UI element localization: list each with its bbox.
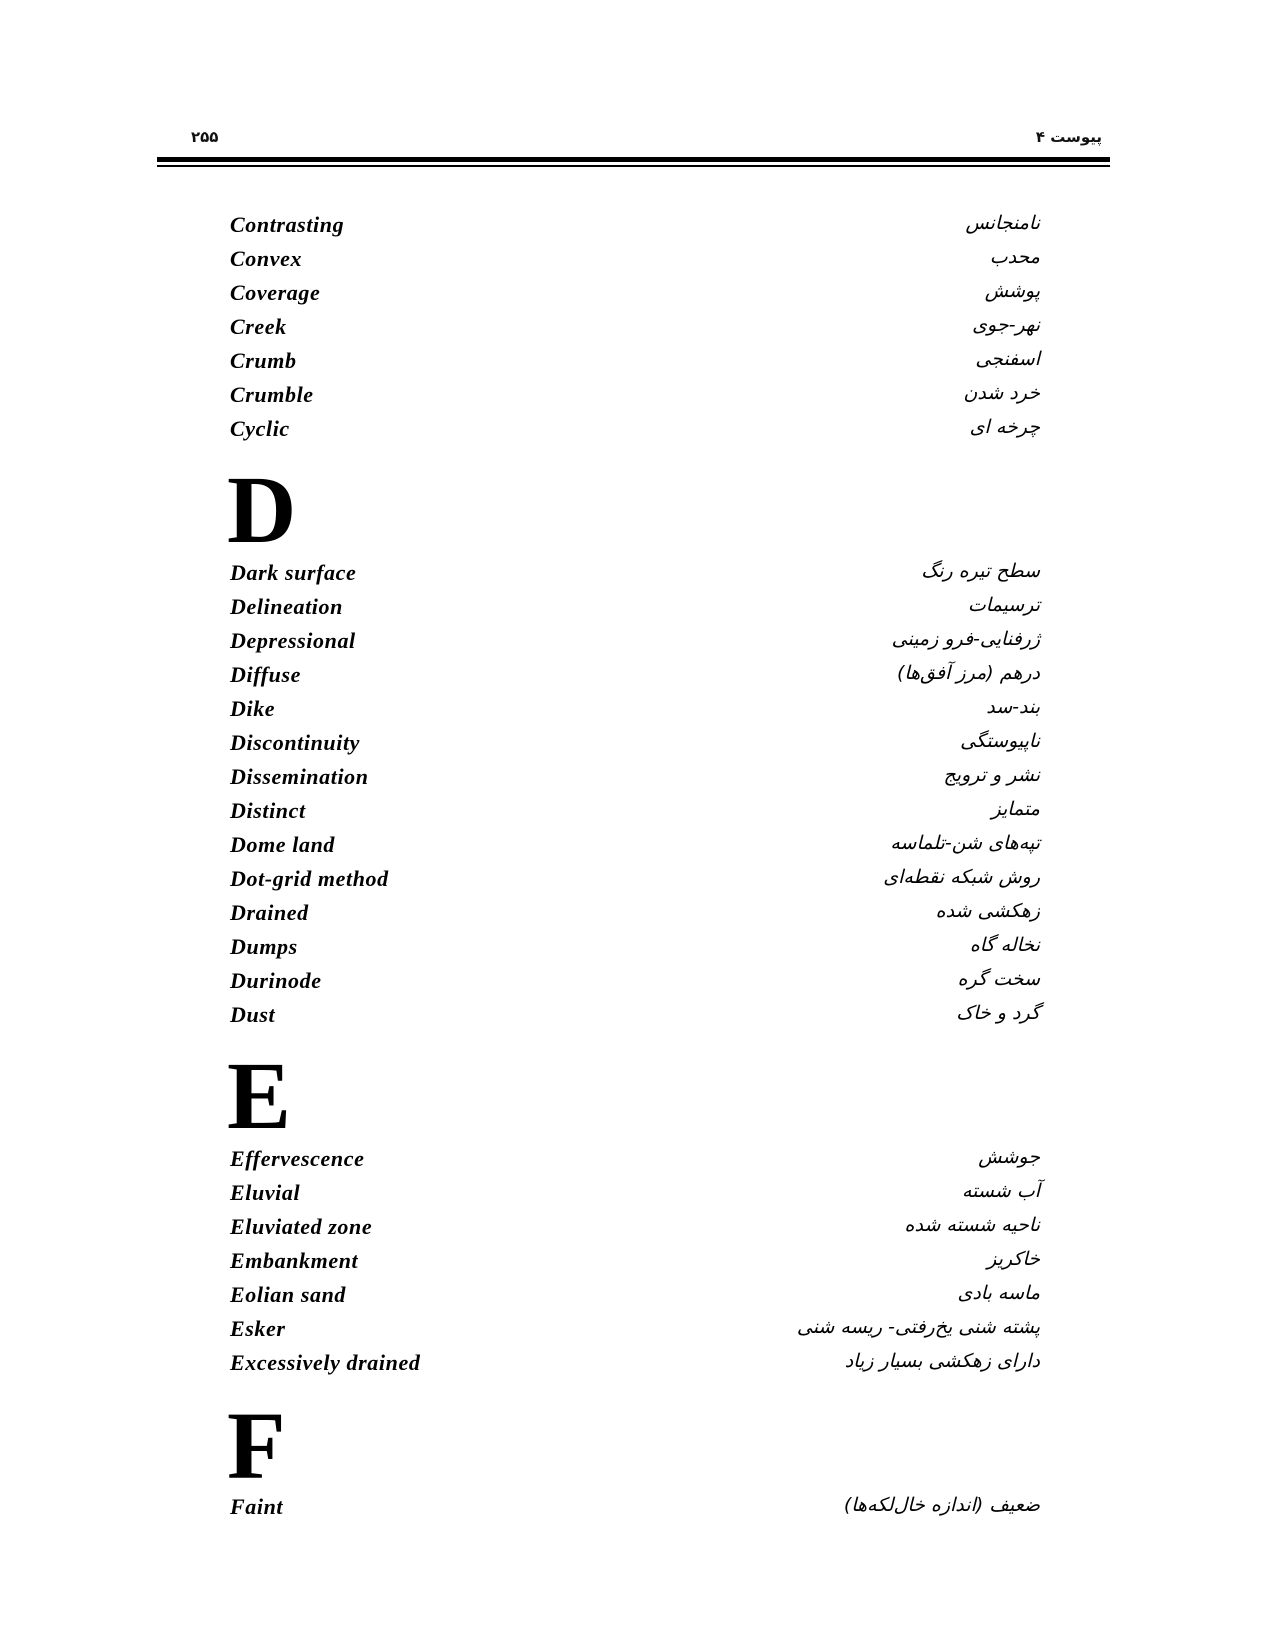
persian-translation: ضعیف (اندازه خال‌لکه‌ها): [843, 1494, 1040, 1516]
english-term: Excessively drained: [230, 1350, 421, 1375]
page-header: [157, 126, 1110, 148]
page-number: ۲۵۵: [191, 128, 219, 146]
english-term: Depressional: [230, 628, 356, 653]
english-term: Dissemination: [230, 764, 369, 789]
persian-translation: ناحیه شسته شده: [904, 1214, 1040, 1236]
glossary-entry: [230, 1180, 1040, 1214]
persian-translation: خرد شدن: [963, 382, 1040, 404]
english-term: Durinode: [230, 968, 322, 993]
persian-translation: تپه‌های شن-تلماسه: [890, 832, 1040, 854]
glossary-entry: [230, 628, 1040, 662]
glossary-entry: [230, 662, 1040, 696]
english-term: Creek: [230, 314, 287, 339]
header-rule-thin: [157, 165, 1110, 167]
english-term: Delineation: [230, 594, 343, 619]
persian-translation: خاکریز: [987, 1248, 1040, 1270]
glossary-entry: [230, 594, 1040, 628]
persian-translation: زهکشی شده: [935, 900, 1040, 922]
glossary-entry: [230, 280, 1040, 314]
english-term: Dome land: [230, 832, 336, 857]
glossary-entry: [230, 382, 1040, 416]
glossary-entry: [230, 348, 1040, 382]
persian-translation: ترسیمات: [967, 594, 1040, 616]
persian-translation: نامنجانس: [965, 212, 1040, 234]
english-term: Faint: [230, 1494, 284, 1519]
english-term: Embankment: [230, 1248, 359, 1273]
english-term: Dot-grid method: [230, 866, 389, 891]
english-term: Esker: [230, 1316, 286, 1341]
glossary-entry: [230, 968, 1040, 1002]
glossary-entry: [230, 1282, 1040, 1316]
persian-translation: نشر و ترویج: [943, 764, 1040, 786]
glossary-entry: [230, 1146, 1040, 1180]
glossary-entry: [230, 1316, 1040, 1350]
glossary-entry: [230, 416, 1040, 450]
persian-translation: روش شبکه نقطه‌ای: [883, 866, 1040, 888]
glossary-entry: [230, 696, 1040, 730]
section-letter-f: F: [227, 1392, 286, 1499]
persian-translation: متمایز: [991, 798, 1040, 820]
glossary-entry: [230, 246, 1040, 280]
persian-translation: چرخه ای: [969, 416, 1040, 438]
english-term: Crumb: [230, 348, 297, 373]
english-term: Dumps: [230, 934, 298, 959]
persian-translation: ماسه بادی: [957, 1282, 1040, 1304]
section-title: پیوست ۴: [1035, 128, 1102, 146]
glossary-entry: [230, 1002, 1040, 1036]
glossary-entry: [230, 1350, 1040, 1384]
persian-translation: آب شسته: [962, 1180, 1040, 1202]
english-term: Crumble: [230, 382, 314, 407]
persian-translation: ناپیوستگی: [960, 730, 1040, 752]
english-term: Coverage: [230, 280, 321, 305]
english-term: Eolian sand: [230, 1282, 347, 1307]
glossary-entry: [230, 314, 1040, 348]
glossary-entry: [230, 1494, 1040, 1528]
persian-translation: نهر-جوی: [972, 314, 1040, 336]
glossary-entry: [230, 832, 1040, 866]
persian-translation: بند-سد: [986, 696, 1040, 718]
glossary-entry: [230, 560, 1040, 594]
persian-translation: جوشش: [978, 1146, 1040, 1168]
persian-translation: ژرفنایی-فرو زمینی: [891, 628, 1040, 650]
english-term: Convex: [230, 246, 303, 271]
english-term: Contrasting: [230, 212, 345, 237]
persian-translation: پشته شنی یخ‌رفتی- ریسه شنی: [796, 1316, 1040, 1338]
english-term: Discontinuity: [230, 730, 361, 755]
persian-translation: اسفنجی: [975, 348, 1040, 370]
glossary-entry: [230, 900, 1040, 934]
section-letter-d: D: [227, 456, 297, 563]
english-term: Drained: [230, 900, 309, 925]
persian-translation: محدب: [989, 246, 1040, 268]
english-term: Dust: [230, 1002, 276, 1027]
glossary-entry: [230, 764, 1040, 798]
persian-translation: سخت گره: [957, 968, 1040, 990]
glossary-entry: [230, 1214, 1040, 1248]
english-term: Cyclic: [230, 416, 290, 441]
glossary-entry: [230, 212, 1040, 246]
english-term: Dike: [230, 696, 276, 721]
english-term: Dark surface: [230, 560, 357, 585]
glossary-entry: [230, 866, 1040, 900]
glossary-entry: [230, 730, 1040, 764]
persian-translation: پوشش: [984, 280, 1040, 302]
glossary-entry: [230, 934, 1040, 968]
glossary-entry: [230, 1248, 1040, 1282]
section-letter-e: E: [227, 1042, 292, 1149]
persian-translation: گرد و خاک: [956, 1002, 1040, 1024]
english-term: Eluviated zone: [230, 1214, 373, 1239]
english-term: Diffuse: [230, 662, 302, 687]
persian-translation: درهم (مرز آفق‌ها): [896, 662, 1040, 684]
persian-translation: سطح تیره رنگ: [921, 560, 1040, 582]
glossary-entry: [230, 798, 1040, 832]
english-term: Distinct: [230, 798, 306, 823]
english-term: Eluvial: [230, 1180, 301, 1205]
persian-translation: دارای زهکشی بسیار زیاد: [844, 1350, 1040, 1372]
english-term: Effervescence: [230, 1146, 365, 1171]
persian-translation: نخاله گاه: [969, 934, 1040, 956]
header-rule-thick: [157, 157, 1110, 162]
